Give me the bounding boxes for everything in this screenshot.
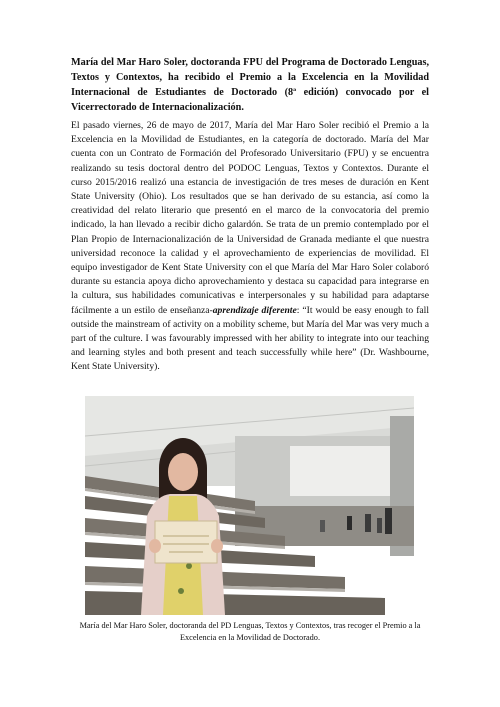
body-text-part-2: : “It would be easy enough to fall outside the mainstream of activity on a mobility scheme, but María del Mar was very much a part of the culture. I was favourably impressed with her ability to integrate into our teaching and learning styles and both present and teach successfully while here” (Dr. Washbourne, Kent State University). <box>71 304 430 373</box>
article-body <box>71 119 429 375</box>
body-emphasized-phrase: aprendizaje diferente <box>212 304 297 316</box>
award-photo <box>85 396 414 615</box>
article-title: María del Mar Haro Soler, doctoranda FPU del Programa de Doctorado Lenguas, Textos y Contextos, ha recibido el Premio a la Excelencia en la Movilidad Internacional de Estudiantes de Doctorado (8ª edición) convocado por el Vicerrectorado de Internacionalización. <box>71 57 429 113</box>
photo-caption: María del Mar Haro Soler, doctoranda del PD Lenguas, Textos y Contextos, tras recoger el Premio a la Excelencia en la Movilidad de Doctorado. <box>79 621 421 643</box>
body-text-part-1: El pasado viernes, 26 de mayo de 2017, María del Mar Haro Soler recibió el Premio a la Excelencia en la Movilidad de Estudiantes, en la categoría de doctorado. María del Mar cuenta con un Contrato de Formación del Profesorado Universitario (FPU) y se encuentra realizando su tesis doctoral dentro del PODOC Lenguas, Textos y Contextos. Durante el curso 2015/2016 realizó una estancia de investigación de tres meses de duración en Kent State University (Ohio). Los resultados que se han derivado de su estancia, así como la creatividad del relato literario que presentó en el marco de la convocatoria del premio indicado, la han llevado a recibir dicho galardón. Se trata de un premio contemplado por el Plan Propio de Internacionalización de la Universidad de Granada mediante el que nuestra universidad reconoce la calidad y el aprovechamiento de experiencias de movilidad. El equipo investigador de Kent State University con el que María del Mar Haro Soler colaboró durante su estancia apoya dicho aprovechamiento y destaca su capacidad para integrarse en la cultura, sus habilidades comunicativas e interpersonales y su habilidad para adaptarse fácilmente a un estilo de enseñanza- <box>71 120 429 316</box>
